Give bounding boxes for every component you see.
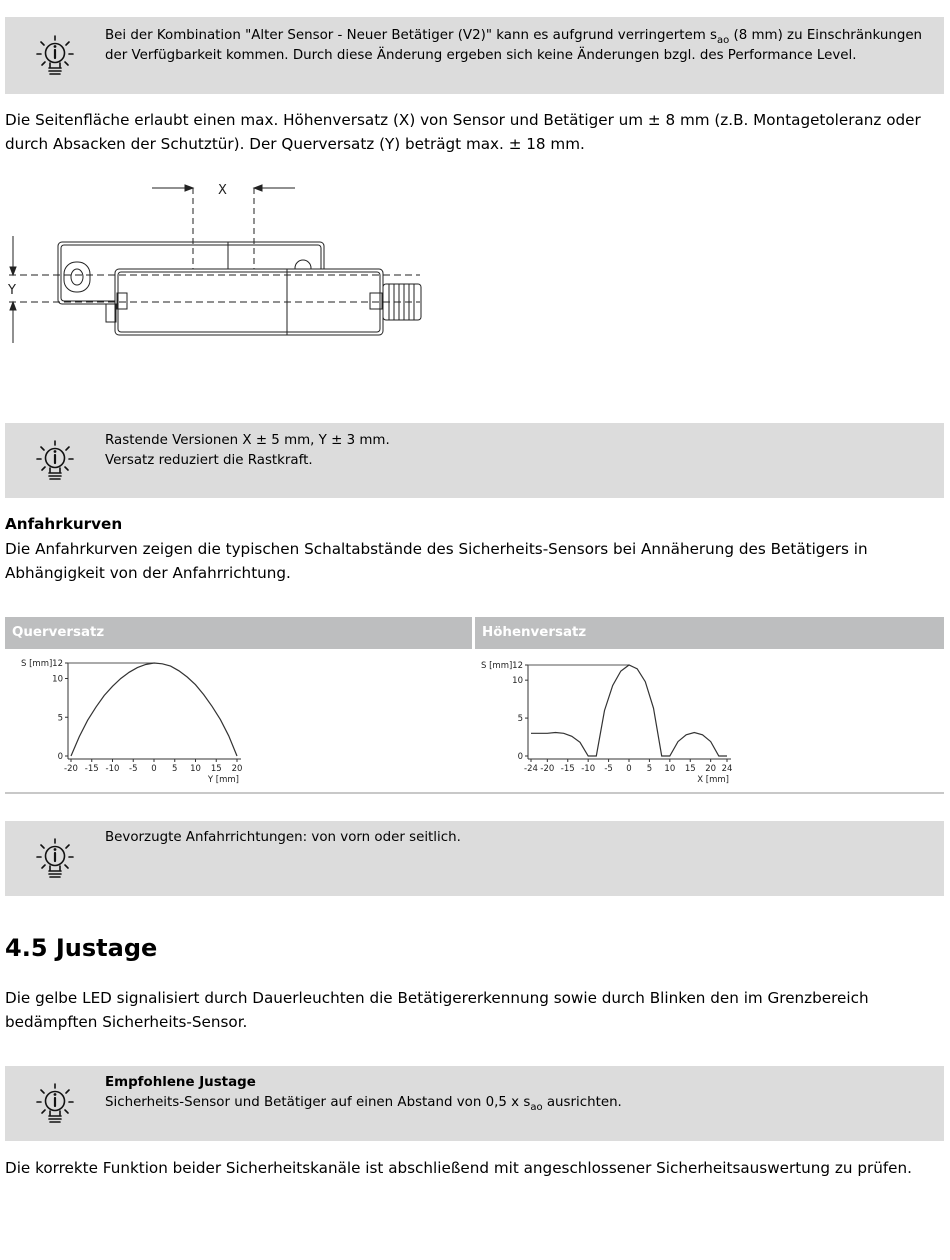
chart-hoehenversatz	[477, 652, 747, 790]
x-tick-label: -10	[581, 764, 596, 774]
y-axis-label: S [mm]	[21, 659, 53, 669]
offset-paragraph: Die Seitenfläche erlaubt einen max. Höhenversatz (X) von Sensor und Betätiger um ± 8 mm (z.B. Montagetoleranz oder durch Absacken der Schutztür). Der Querversatz (Y) beträgt max. ± 18 mm.	[5, 111, 921, 153]
section-heading-justage: 4.5 Justage	[5, 934, 158, 962]
y-tick-label: 5	[517, 714, 523, 725]
y-tick-label: 12	[52, 659, 63, 669]
x-tick-label: 0	[151, 764, 157, 774]
drawing-label-y: Y	[8, 283, 16, 298]
section-heading-anfahrkurven: Anfahrkurven	[5, 515, 123, 533]
offset-drawing	[5, 178, 430, 353]
note-line-1: Rastende Versionen X ± 5 mm, Y ± 3 mm.	[105, 433, 390, 448]
note-text: Bevorzugte Anfahrrichtungen: von vorn oder seitlich.	[105, 830, 461, 845]
lightbulb-icon	[33, 34, 77, 78]
note-title: Empfohlene Justage	[105, 1075, 256, 1090]
lightbulb-icon	[33, 837, 77, 881]
table-header-hoehenversatz: Höhenversatz	[475, 617, 944, 649]
info-note-approach	[5, 821, 944, 896]
x-axis-label: Y [mm]	[207, 775, 239, 785]
x-axis-label: X [mm]	[697, 775, 729, 785]
x-tick-label: 10	[664, 764, 676, 774]
table-bottom-border	[5, 792, 944, 794]
x-tick-label: 10	[190, 764, 201, 774]
note-text	[105, 1073, 932, 1113]
chart-querversatz	[5, 652, 255, 790]
note-text	[105, 431, 932, 471]
y-axis-label: S [mm]	[481, 661, 513, 671]
x-tick-label: -20	[540, 764, 555, 774]
x-tick-label: 15	[210, 764, 222, 774]
series-line	[531, 665, 727, 756]
x-tick-label: 0	[626, 764, 632, 774]
note-body: Sicherheits-Sensor und Betätiger auf einen Abstand von 0,5 x $s_{ao}$ ausrichten.	[105, 1095, 622, 1113]
lightbulb-icon	[33, 439, 77, 483]
x-tick-label: -15	[84, 764, 99, 774]
x-tick-label: -20	[64, 764, 78, 774]
x-tick-label: 15	[684, 764, 696, 774]
y-tick-label: 0	[57, 752, 63, 762]
x-tick-label: -10	[105, 764, 120, 774]
series-line	[71, 663, 237, 756]
info-note-recommended-adjustment	[5, 1066, 944, 1141]
note-line-2: Versatz reduziert die Rastkraft.	[105, 453, 313, 468]
y-tick-label: 12	[512, 661, 523, 671]
info-note-sensor-combination	[5, 17, 944, 94]
anfahrkurven-paragraph: Die Anfahrkurven zeigen die typischen Schaltabstände des Sicherheits-Sensors bei Annäherung des Betätigers in Abhängigkeit von der Anfahrrichtung.	[5, 540, 868, 582]
x-tick-label: -5	[129, 764, 138, 774]
x-tick-label: -15	[560, 764, 575, 774]
drawing-label-x: X	[218, 183, 227, 198]
final-paragraph: Die korrekte Funktion beider Sicherheitskanäle ist abschließend mit angeschlossener Sicherheitsauswertung zu prüfen.	[5, 1159, 912, 1177]
y-tick-label: 5	[57, 713, 63, 724]
x-tick-label: 24	[721, 764, 733, 774]
justage-paragraph: Die gelbe LED signalisiert durch Dauerleuchten die Betätigererkennung sowie durch Blinken den im Grenzbereich bedämpften Sicherheits-Sensor.	[5, 989, 869, 1031]
info-note-latching	[5, 423, 944, 498]
y-tick-label: 0	[517, 752, 523, 762]
x-tick-label: 5	[172, 764, 178, 774]
lightbulb-icon	[33, 1082, 77, 1126]
x-tick-label: 20	[705, 764, 717, 774]
y-tick-label: 10	[512, 676, 523, 687]
y-tick-label: 10	[52, 674, 63, 685]
x-tick-label: 5	[646, 764, 653, 774]
x-tick-label: -5	[604, 764, 613, 774]
note-text: Bei der Kombination "Alter Sensor - Neuer Betätiger (V2)" kann es aufgrund verringertem $s_{ao}$ (8 mm) zu Einschränkungen der Verfügbarkeit kommen. Durch diese Änderung ergeben sich keine Änderungen bzgl. des Performance Level.	[105, 28, 923, 63]
x-tick-label: -24	[524, 764, 538, 774]
table-header-querversatz: Querversatz	[5, 617, 472, 649]
x-tick-label: 20	[231, 764, 243, 774]
